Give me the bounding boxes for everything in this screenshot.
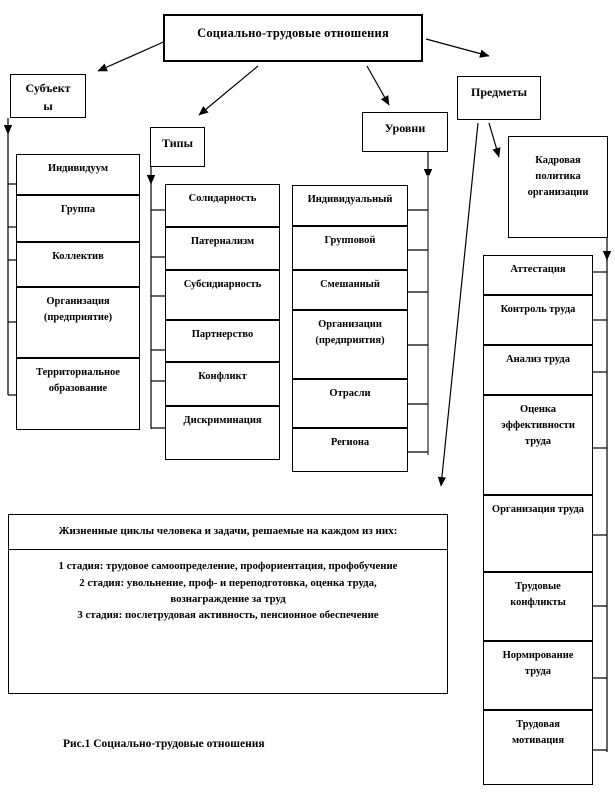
lifecycle-line: вознаграждение за труд (170, 592, 286, 605)
types-item: Субсидиарность (165, 270, 280, 320)
hr-policy-box: Кадровая политика организации (508, 136, 608, 238)
lifecycle-title: Жизненные циклы человека и задачи, решаемые на каждом из них: (9, 515, 447, 550)
arrow-objects-to-lifecycle (441, 123, 478, 486)
subjects-item: Индивидуум (16, 154, 140, 195)
subjects-item: Территориальное образование (16, 358, 140, 430)
objects-item: Аттестация (483, 255, 593, 295)
figure-caption: Рис.1 Социально-трудовые отношения (63, 738, 265, 750)
objects-item: Нормирование труда (483, 641, 593, 710)
levels-item: Индивидуальный (292, 185, 408, 226)
types-item: Патернализм (165, 227, 280, 270)
levels-item: Групповой (292, 226, 408, 270)
lifecycle-line: 3 стадия: послетрудовая активность, пенсионное обеспечение (77, 608, 379, 621)
arrow-objects-to-hr-policy (489, 123, 499, 157)
root-box: Социально-трудовые отношения (163, 14, 423, 62)
levels-header-box: Уровни (362, 112, 448, 152)
types-item: Конфликт (165, 362, 280, 406)
types-header-box: Типы (150, 127, 205, 167)
lifecycle-body (9, 550, 447, 623)
objects-item: Контроль труда (483, 295, 593, 345)
objects-item: Организация труда (483, 495, 593, 572)
lifecycle-box (8, 514, 448, 694)
types-item: Партнерство (165, 320, 280, 362)
levels-item: Региона (292, 428, 408, 472)
arrow-root-to-levels (367, 66, 389, 105)
arrow-root-to-objects (426, 39, 489, 56)
arrow-root-to-subjects (98, 40, 168, 71)
types-item: Солидарность (165, 184, 280, 227)
types-item: Дискриминация (165, 406, 280, 460)
objects-item: Анализ труда (483, 345, 593, 395)
arrow-root-to-types (199, 66, 258, 115)
objects-header-box: Предметы (457, 76, 541, 120)
levels-item: Организации (предприятия) (292, 310, 408, 379)
objects-item: Трудовые конфликты (483, 572, 593, 641)
lifecycle-line: 2 стадия: увольнение, проф- и переподготовка, оценка труда, (79, 576, 377, 589)
subjects-item: Организация (предприятие) (16, 287, 140, 358)
subjects-header-box: Субъекты (10, 74, 86, 118)
subjects-item: Коллектив (16, 242, 140, 287)
subjects-item: Группа (16, 195, 140, 242)
levels-item: Отрасли (292, 379, 408, 428)
levels-item: Смешанный (292, 270, 408, 310)
objects-item: Трудовая мотивация (483, 710, 593, 785)
objects-item: Оценка эффективности труда (483, 395, 593, 495)
lifecycle-line: 1 стадия: трудовое самоопределение, профориентация, профобучение (58, 560, 398, 573)
